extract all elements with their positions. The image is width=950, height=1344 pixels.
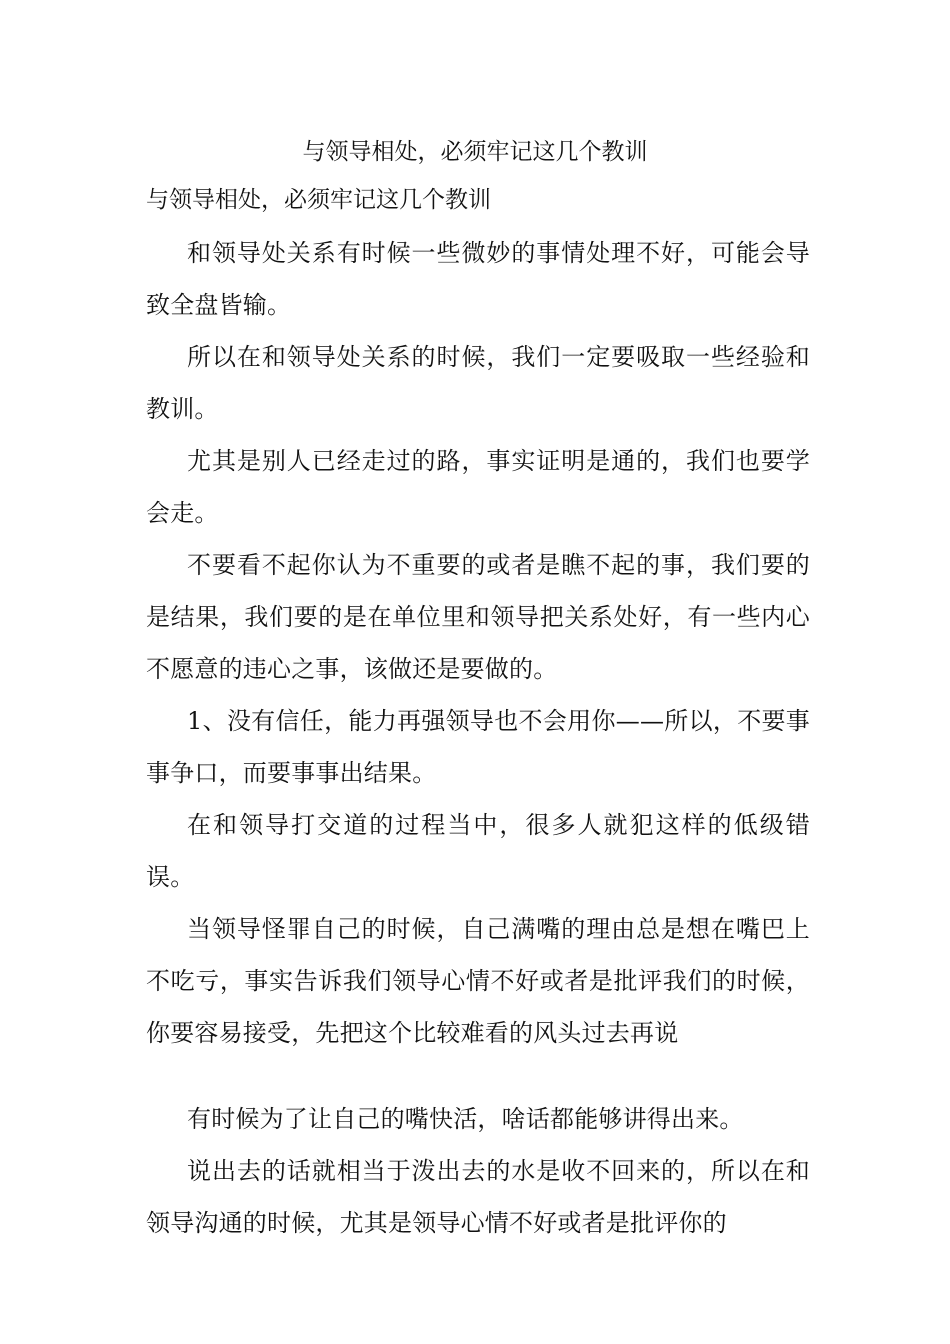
paragraph: 当领导怪罪自己的时候，自己满嘴的理由总是想在嘴巴上不吃亏，事实告诉我们领导心情不好或者是批评我们的时候，你要容易接受，先把这个比较难看的风头过去再说 [146, 915, 810, 1047]
paragraph: 在和领导打交道的过程当中，很多人就犯这样的低级错误。 [146, 811, 810, 891]
paragraph: 1、没有信任，能力再强领导也不会用你——所以，不要事事争口，而要事事出结果。 [146, 707, 810, 787]
paragraph: 所以在和领导处关系的时候，我们一定要吸取一些经验和教训。 [146, 343, 810, 423]
document-body [146, 227, 810, 1249]
document-title: 与领导相处，必须牢记这几个教训 [302, 139, 648, 165]
paragraph: 有时候为了让自己的嘴快活，啥话都能够讲得出来。 [187, 1105, 744, 1133]
paragraph: 不要看不起你认为不重要的或者是瞧不起的事，我们要的是结果，我们要的是在单位里和领导把关系处好，有一些内心不愿意的违心之事，该做还是要做的。 [146, 551, 810, 683]
paragraph: 和领导处关系有时候一些微妙的事情处理不好，可能会导致全盘皆输。 [146, 239, 810, 319]
document-subtitle: 与领导相处，必须牢记这几个教训 [146, 187, 491, 213]
paragraph: 尤其是别人已经走过的路，事实证明是通的，我们也要学会走。 [146, 447, 810, 527]
paragraph: 说出去的话就相当于泼出去的水是收不回来的，所以在和领导沟通的时候，尤其是领导心情不好或者是批评你的 [146, 1157, 810, 1237]
